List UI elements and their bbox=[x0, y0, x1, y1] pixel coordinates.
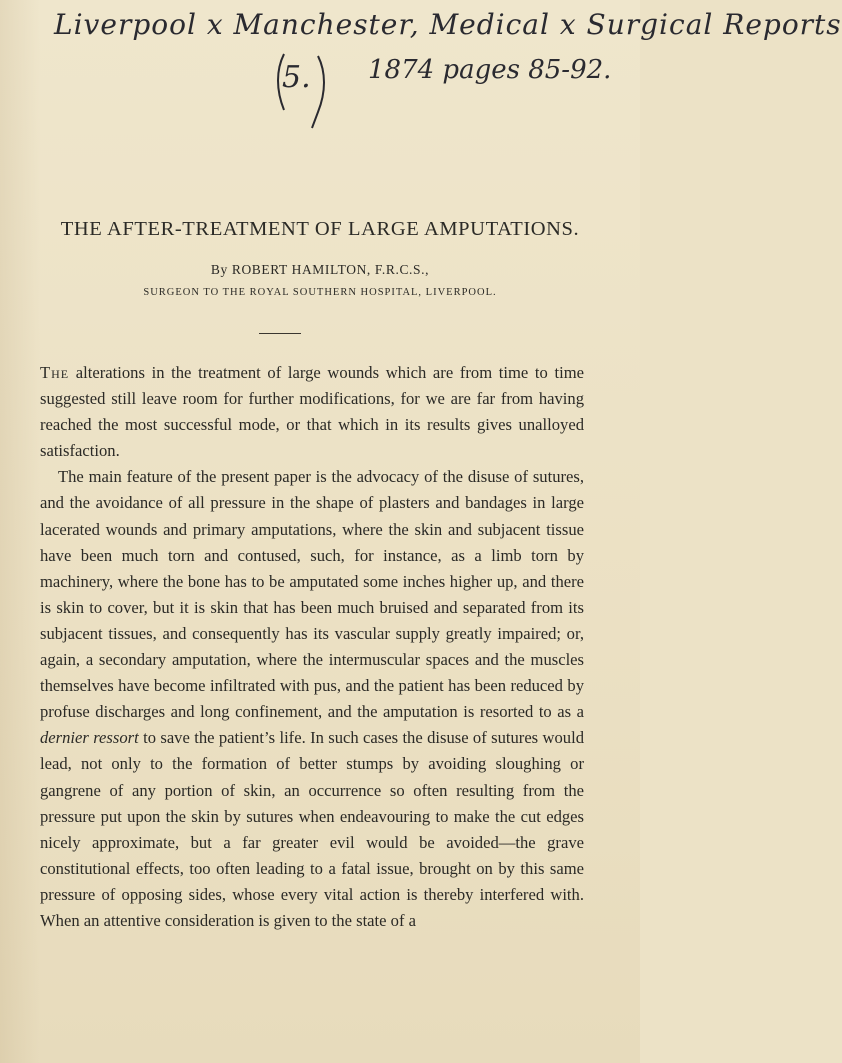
handwritten-year-pages: 1874 pages 85-92. bbox=[368, 55, 612, 85]
handwritten-item-number: 5. bbox=[282, 60, 311, 95]
paragraph-2-emphasis: dernier ressort bbox=[40, 728, 139, 748]
handwritten-citation-line: Liverpool x Manchester, Medical x Surgical Reports bbox=[54, 8, 842, 41]
paragraph-1-lead-word: The bbox=[40, 363, 70, 382]
paragraph-1 bbox=[40, 360, 584, 464]
author-byline: By ROBERT HAMILTON, F.R.C.S., bbox=[210, 262, 430, 277]
section-divider bbox=[259, 333, 301, 334]
paragraph-1-text: alterations in the treatment of large wounds which are from time to time suggested still leave room for further modifications, for we are far from having reached the most successful mode, or that which in its results gives unalloyed satisfaction. bbox=[40, 363, 584, 461]
author-affiliation: SURGEON TO THE ROYAL SOUTHERN HOSPITAL, LIVERPOOL. bbox=[143, 287, 497, 298]
paragraph-2-text-after: to save the patient’s life. In such cases the disuse of sutures would lead, not only to the formation of better stumps by avoiding sloughing or gangrene of any portion of skin, an occurrence so often resulting from the pressure put upon the skin by sutures when endeavouring to make the cut edges nicely approximate, but a far greater evil would be avoided—the grave constitutional effects, too often leading to a fatal issue, brought on by this same pressure of opposing sides, whose every vital action is thereby interfered with. When an attentive consideration is given to the state of a bbox=[40, 728, 584, 930]
paragraph-2 bbox=[40, 464, 584, 934]
article-title: THE AFTER-TREATMENT OF LARGE AMPUTATIONS. bbox=[60, 218, 580, 240]
article-body bbox=[40, 360, 584, 934]
paragraph-2-text-before: The main feature of the present paper is the advocacy of the disuse of sutures, and the avoidance of all pressure in the shape of plasters and bandages in large lacerated wounds and primary amputations, where the skin and subjacent tissue have been much torn and contused, such, for instance, as a limb torn by machinery, where the bone has to be amputated some inches higher up, and there is skin to cover, but it is skin that has been much bruised and separated from its subjacent tissues, and consequently has its vascular supply greatly impaired; or, again, a secondary amputation, where the intermuscular spaces and the muscles themselves have become infiltrated with pus, and the patient has been reduced by profuse discharges and long confinement, and the amputation is resorted to as a bbox=[40, 467, 584, 722]
